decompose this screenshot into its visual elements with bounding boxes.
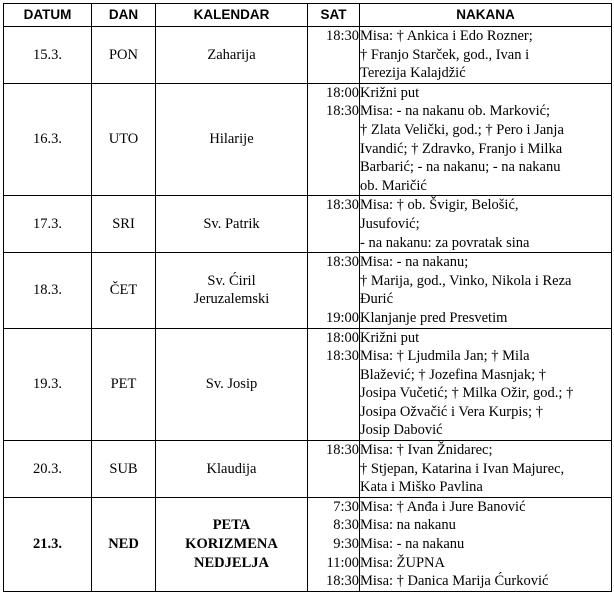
time-entry: 7:30 (333, 498, 359, 515)
time-entry: 8:30 (333, 517, 359, 534)
intention-cell (360, 328, 612, 441)
header-row (4, 4, 612, 27)
intention-line: † Stjepan, Katarina i Ivan Majurec, (360, 460, 565, 477)
mass-schedule-table (3, 3, 612, 592)
date-cell: 15.3. (4, 27, 92, 84)
time-entry: 18:00 (325, 329, 359, 346)
intention-cell (360, 253, 612, 328)
intention-line: Ivandić; † Zdravko, Franjo i Milka (360, 140, 563, 157)
calendar-cell (156, 497, 308, 591)
intention-cell (360, 196, 612, 253)
calendar-line: Sv. Patrik (203, 215, 260, 232)
intention-line: Misa: † ob. Švigir, Belošić, (360, 197, 519, 214)
intention-line: - na nakanu: za povratak sina (360, 234, 530, 251)
intention-line: Misa: † Anđa i Jure Banović (360, 498, 526, 515)
day-cell: SUB (92, 441, 156, 498)
table-row (4, 497, 612, 591)
time-entry: 18:30 (325, 348, 359, 365)
intention-line: Terezija Kalajdžić (360, 65, 466, 82)
intention-line: Misa: - na nakanu (360, 536, 465, 553)
intention-line: Josipa Ožvačić i Vera Kurpis; † (360, 403, 543, 420)
intention-line: Barbarić; - na nakanu; - na nakanu (360, 159, 561, 176)
calendar-line: Klaudija (206, 460, 257, 477)
day-cell: ČET (92, 253, 156, 328)
calendar-cell (156, 196, 308, 253)
date-cell: 20.3. (4, 441, 92, 498)
intention-line: Misa: - na nakanu; (360, 254, 469, 271)
date-cell: 18.3. (4, 253, 92, 328)
header-dan: DAN (92, 4, 156, 27)
table-row (4, 328, 612, 441)
day-cell: UTO (92, 83, 156, 196)
intention-line: ob. Maričić (360, 177, 427, 194)
calendar-line: Sv. Ćiril (207, 272, 256, 289)
time-spacer (308, 272, 359, 291)
intention-line: † Franjo Starček, god., Ivan i (360, 46, 530, 63)
calendar-cell (156, 441, 308, 498)
intention-line: Jusufović; (360, 215, 420, 232)
intention-line: Blažević; † Jozefina Masnjak; † (360, 366, 547, 383)
time-cell (308, 441, 360, 498)
table-row (4, 196, 612, 253)
calendar-cell (156, 83, 308, 196)
intention-line: Križni put (360, 329, 420, 346)
calendar-line: Hilarije (209, 131, 254, 148)
time-spacer (308, 290, 359, 309)
header-kalendar: KALENDAR (156, 4, 308, 27)
intention-line: † Marija, god., Vinko, Nikola i Reza (360, 272, 572, 289)
intention-line: Đurić (360, 291, 394, 308)
date-cell: 17.3. (4, 196, 92, 253)
intention-line: Klanjanje pred Presvetim (360, 309, 508, 326)
day-cell: SRI (92, 196, 156, 253)
calendar-line: Jeruzalemski (193, 291, 270, 308)
intention-line: Misa: † Danica Marija Ćurković (360, 573, 549, 590)
intention-cell (360, 83, 612, 196)
time-cell (308, 253, 360, 328)
calendar-line: NEDJELJA (194, 554, 269, 571)
date-cell: 19.3. (4, 328, 92, 441)
time-cell (308, 328, 360, 441)
day-cell: PON (92, 27, 156, 84)
calendar-line: Zaharija (207, 46, 256, 63)
intention-line: Kata i Miško Pavlina (360, 479, 483, 496)
time-entry: 18:00 (325, 84, 359, 101)
intention-line: Misa: † Ankica i Edo Rozner; (360, 28, 533, 44)
time-entry: 19:00 (325, 309, 359, 326)
date-cell: 16.3. (4, 83, 92, 196)
intention-line: Misa: - na nakanu ob. Marković; (360, 103, 551, 120)
calendar-line: KORIZMENA (185, 536, 278, 553)
intention-line: Misa: na nakanu (360, 517, 456, 534)
calendar-cell (156, 27, 308, 84)
date-cell: 21.3. (4, 497, 92, 591)
day-cell: NED (92, 497, 156, 591)
time-entry: 18:30 (325, 254, 359, 271)
table-row (4, 441, 612, 498)
intention-line: Misa: † Ivan Žnidarec; (360, 442, 493, 459)
time-cell (308, 27, 360, 84)
table-row (4, 27, 612, 84)
time-cell (308, 497, 360, 591)
table-row (4, 253, 612, 328)
calendar-line: PETA (212, 517, 251, 534)
time-entry: 9:30 (333, 536, 359, 553)
intention-line: Misa: ŽUPNA (360, 554, 445, 571)
calendar-cell (156, 328, 308, 441)
time-entry: 18:30 (325, 28, 359, 44)
header-nakana: NAKANA (360, 4, 612, 27)
intention-line: Josip Dabović (360, 422, 443, 439)
calendar-line: Sv. Josip (205, 375, 258, 392)
time-cell (308, 196, 360, 253)
header-sat: SAT (308, 4, 360, 27)
table-row (4, 83, 612, 196)
day-cell: PET (92, 328, 156, 441)
intention-line: Križni put (360, 84, 420, 101)
time-entry: 18:30 (325, 197, 359, 214)
intention-line: † Zlata Velički, god.; † Pero i Janja (360, 121, 564, 138)
intention-line: Misa: † Ljudmila Jan; † Mila (360, 348, 530, 365)
time-cell (308, 83, 360, 196)
header-datum: DATUM (4, 4, 92, 27)
time-entry: 18:30 (325, 103, 359, 120)
intention-cell (360, 441, 612, 498)
time-entry: 18:30 (325, 573, 359, 590)
intention-cell (360, 497, 612, 591)
schedule-container (3, 3, 612, 592)
intention-cell (360, 27, 612, 84)
calendar-cell (156, 253, 308, 328)
time-entry: 18:30 (325, 442, 359, 459)
time-entry: 11:00 (326, 554, 359, 571)
intention-line: Josipa Vučetić; † Milka Ožir, god.; † (360, 385, 574, 402)
